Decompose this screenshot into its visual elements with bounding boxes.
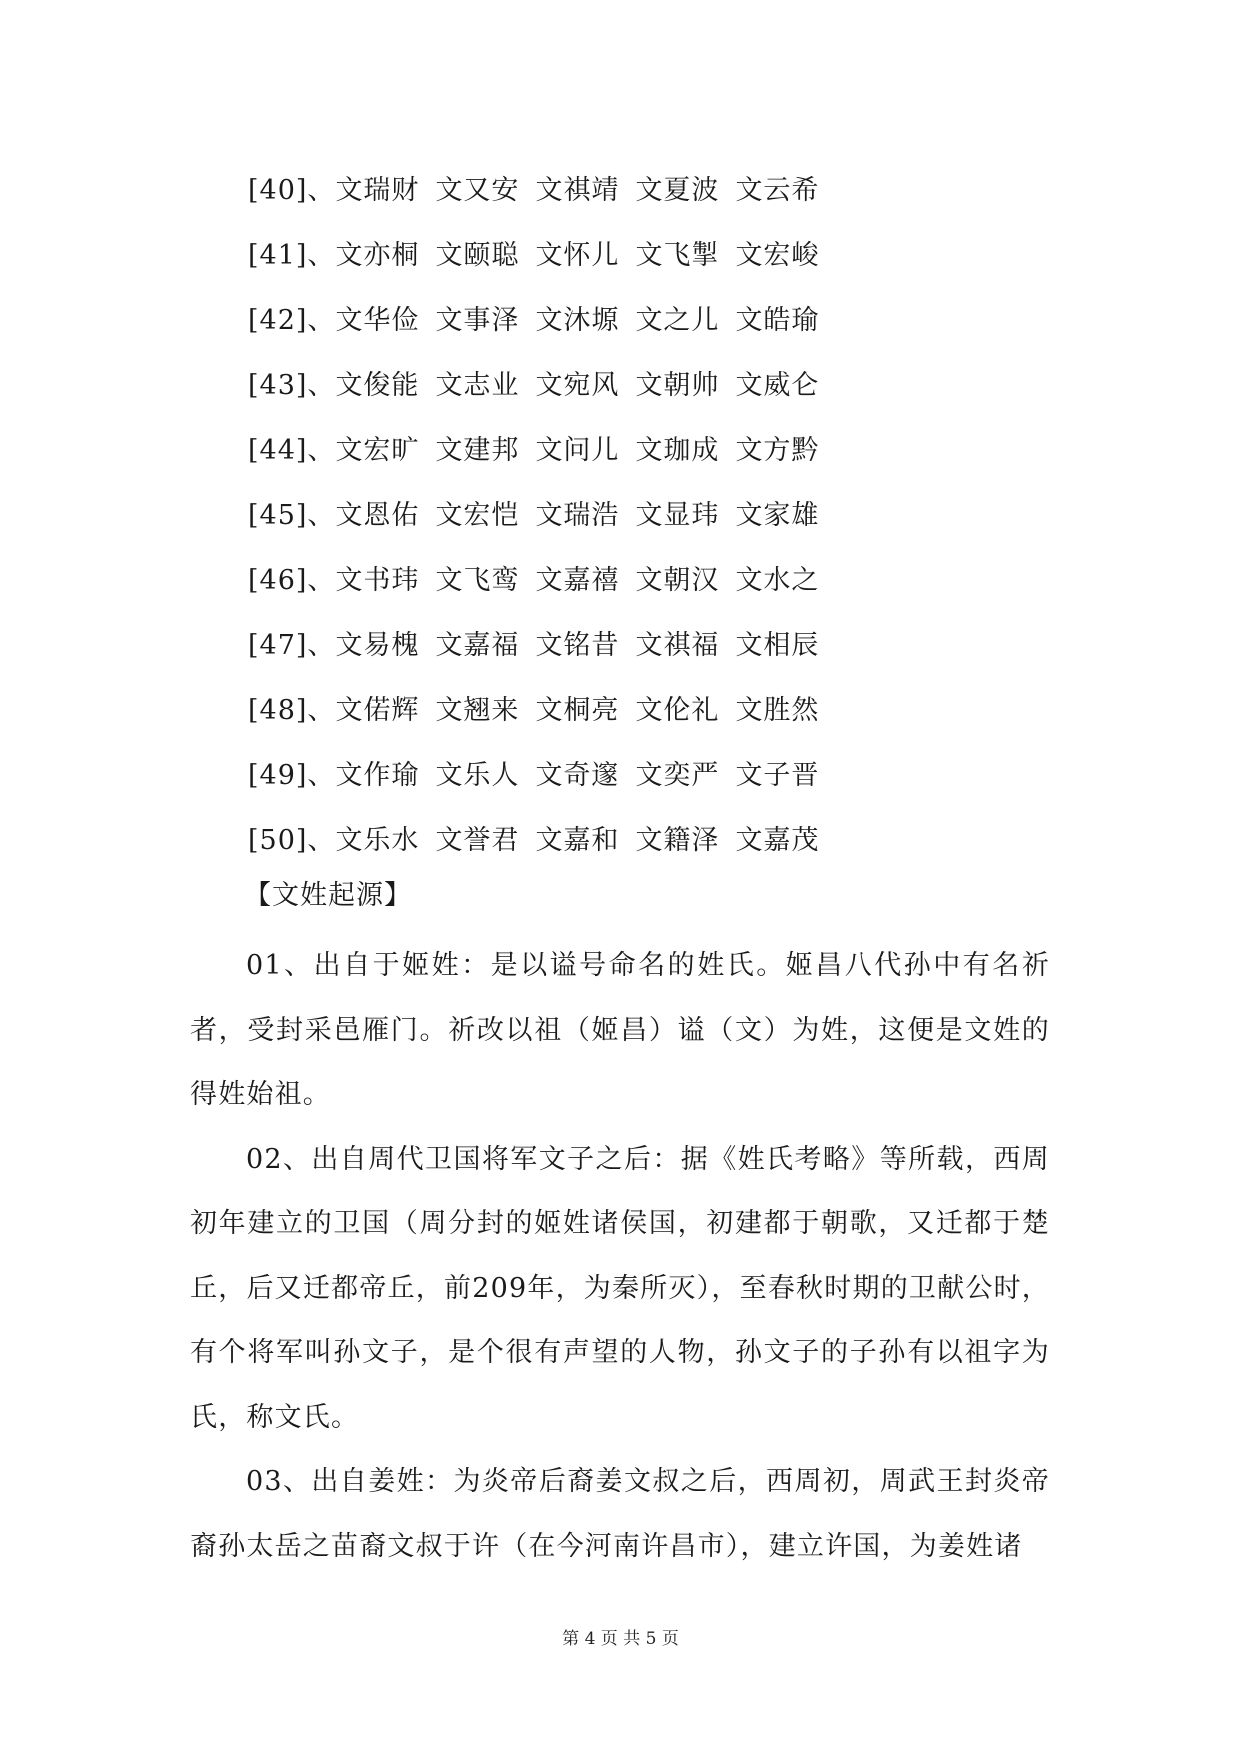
name-entry: 文乐水 <box>335 825 420 856</box>
name-entry: 文乐人 <box>435 760 520 791</box>
name-entry: 文胜然 <box>735 695 820 726</box>
name-entry: 文偌辉 <box>335 695 420 726</box>
list-item <box>248 613 835 678</box>
item-index: [48]、 <box>248 695 336 726</box>
name-entry: 文翘来 <box>435 695 520 726</box>
name-list <box>248 158 835 873</box>
name-entry: 文珈成 <box>635 435 720 466</box>
name-entry: 文又安 <box>435 175 520 206</box>
name-entry: 文恩佑 <box>335 500 420 531</box>
body-text <box>190 934 1050 1579</box>
name-entry: 文奇邃 <box>535 760 620 791</box>
paragraph: 01、出自于姬姓：是以谥号命名的姓氏。姬昌八代孙中有名祈者，受封采邑雁门。祈改以祖（姬昌）谥（文）为姓，这便是文姓的得姓始祖。 <box>190 950 1050 1110</box>
name-entry: 文桐亮 <box>535 695 620 726</box>
paragraph: 02、出自周代卫国将军文子之后：据《姓氏考略》等所载，西周初年建立的卫国（周分封的姬姓诸侯国，初建都于朝歌，又迁都于楚丘，后又迁都帝丘，前209年，为秦所灭），至春秋时期的卫献公时，有个将军叫孙文子，是个很有声望的人物，孙文子的子孙有以祖字为氏，称文氏。 <box>190 1143 1050 1433</box>
name-entry: 文沐塬 <box>535 305 620 336</box>
name-entry: 文伦礼 <box>635 695 720 726</box>
name-entry: 文建邦 <box>435 435 520 466</box>
name-entry: 文嘉禧 <box>535 565 620 596</box>
name-entry: 文亦桐 <box>335 240 420 271</box>
name-entry: 文显玮 <box>635 500 720 531</box>
name-entry: 文祺福 <box>635 630 720 661</box>
item-index: [44]、 <box>248 435 336 466</box>
name-entry: 文奕严 <box>635 760 720 791</box>
name-entry: 文威仑 <box>735 370 820 401</box>
name-entry: 文华俭 <box>335 305 420 336</box>
name-entry: 文朝汉 <box>635 565 720 596</box>
name-entry: 文宏恺 <box>435 500 520 531</box>
name-entry: 文祺靖 <box>535 175 620 206</box>
item-index: [42]、 <box>248 305 336 336</box>
name-entry: 文云希 <box>735 175 820 206</box>
name-entry: 文作瑜 <box>335 760 420 791</box>
name-entry: 文飞掣 <box>635 240 720 271</box>
name-entry: 文朝帅 <box>635 370 720 401</box>
name-entry: 文书玮 <box>335 565 420 596</box>
name-entry: 文宏旷 <box>335 435 420 466</box>
name-entry: 文嘉福 <box>435 630 520 661</box>
name-entry: 文水之 <box>735 565 820 596</box>
list-item <box>248 353 835 418</box>
list-item <box>248 288 835 353</box>
name-entry: 文嘉和 <box>535 825 620 856</box>
list-item <box>248 223 835 288</box>
name-entry: 文颐聪 <box>435 240 520 271</box>
section-heading: 【文姓起源】 <box>244 880 412 911</box>
list-item <box>248 808 835 873</box>
item-index: [43]、 <box>248 370 336 401</box>
name-entry: 文瑞财 <box>335 175 420 206</box>
name-entry: 文夏波 <box>635 175 720 206</box>
paragraph: 03、出自姜姓：为炎帝后裔姜文叔之后，西周初，周武王封炎帝裔孙太岳之苗裔文叔于许（在今河南许昌市），建立许国，为姜姓诸 <box>190 1466 1050 1562</box>
name-entry: 文志业 <box>435 370 520 401</box>
list-item <box>248 743 835 808</box>
item-index: [50]、 <box>248 825 336 856</box>
name-entry: 文怀儿 <box>535 240 620 271</box>
name-entry: 文之儿 <box>635 305 720 336</box>
item-index: [40]、 <box>248 175 336 206</box>
name-entry: 文宛风 <box>535 370 620 401</box>
name-entry: 文誉君 <box>435 825 520 856</box>
item-index: [46]、 <box>248 565 336 596</box>
name-entry: 文宏峻 <box>735 240 820 271</box>
name-entry: 文飞鸾 <box>435 565 520 596</box>
page-footer: 第 4 页 共 5 页 <box>562 1629 679 1649</box>
name-entry: 文瑞浩 <box>535 500 620 531</box>
name-entry: 文铭昔 <box>535 630 620 661</box>
name-entry: 文嘉茂 <box>735 825 820 856</box>
list-item <box>248 483 835 548</box>
list-item <box>248 548 835 613</box>
name-entry: 文俊能 <box>335 370 420 401</box>
name-entry: 文方黔 <box>735 435 820 466</box>
item-index: [49]、 <box>248 760 336 791</box>
name-entry: 文问儿 <box>535 435 620 466</box>
list-item <box>248 418 835 483</box>
name-entry: 文易槐 <box>335 630 420 661</box>
name-entry: 文事泽 <box>435 305 520 336</box>
name-entry: 文皓瑜 <box>735 305 820 336</box>
list-item <box>248 678 835 743</box>
item-index: [47]、 <box>248 630 336 661</box>
item-index: [45]、 <box>248 500 336 531</box>
list-item <box>248 158 835 223</box>
name-entry: 文籍泽 <box>635 825 720 856</box>
name-entry: 文相辰 <box>735 630 820 661</box>
name-entry: 文家雄 <box>735 500 820 531</box>
name-entry: 文子晋 <box>735 760 820 791</box>
item-index: [41]、 <box>248 240 336 271</box>
